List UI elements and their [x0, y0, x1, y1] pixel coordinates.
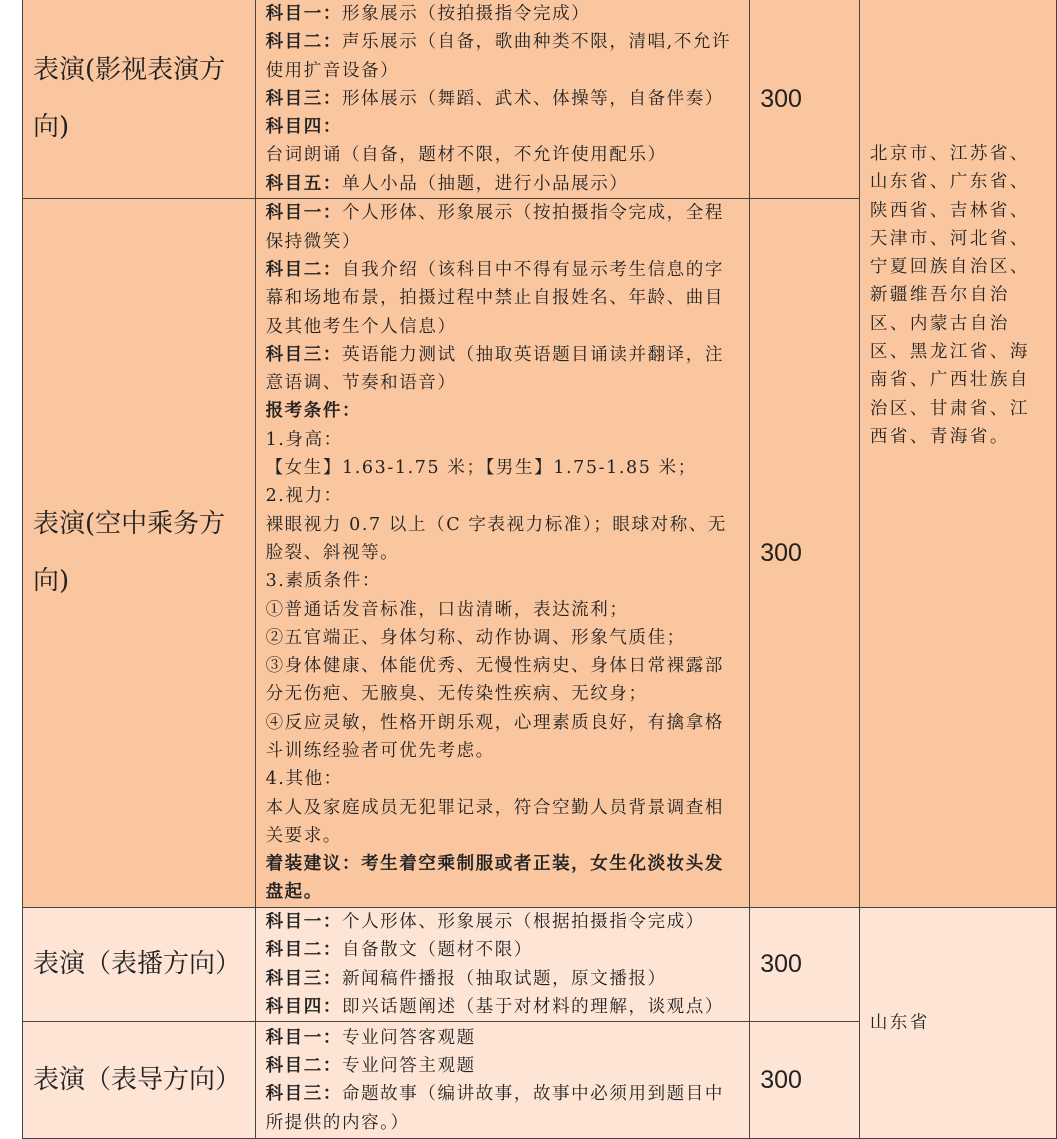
subject-line	[266, 170, 742, 198]
table-row	[23, 908, 1057, 1022]
subject-line	[266, 993, 742, 1021]
subject-text: 即兴话题阐述（基于对材料的理解，谈观点）	[341, 996, 724, 1017]
subject-line	[266, 1052, 742, 1080]
subject-text: 斗训练经验者可优先考虑。	[265, 741, 495, 761]
subject-line	[266, 28, 742, 56]
subject-label: 科目一：	[265, 1027, 342, 1048]
subject-text: 意语调、节奏和语音）	[265, 373, 457, 394]
subject-text: 1.身高：	[265, 429, 343, 450]
subject-text: 关要求。	[265, 825, 342, 846]
subject-text: 分无伤疤、无腋臭、无传染性疾病、无纹身；	[265, 684, 648, 705]
subject-label: 科目四：	[265, 996, 342, 1017]
subject-line	[266, 822, 742, 850]
subject-text: 英语能力测试（抽取英语题目诵读并翻译，注	[341, 344, 724, 365]
subject-line	[266, 878, 742, 906]
regions-cell: 山东省	[859, 908, 1056, 1139]
subject-line	[266, 113, 742, 170]
subject-label: 科目四：	[265, 117, 342, 138]
subject-text: ③身体健康、体能优秀、无慢性病史、身体日常裸露部	[265, 656, 724, 677]
subject-line	[266, 454, 742, 482]
table-row	[23, 0, 1057, 199]
fee-cell: 300	[750, 199, 860, 908]
subject-text: 专业问答主观题	[341, 1055, 476, 1076]
subject-text: ④反应灵敏，性格开朗乐观，心理素质良好，有擒拿格	[265, 712, 724, 733]
subject-text: 台词朗诵（自备，题材不限，不允许使用配乐）	[265, 145, 667, 166]
fee-cell: 300	[750, 0, 860, 199]
subject-line	[266, 539, 742, 567]
subject-label: 科目五：	[265, 173, 342, 194]
subject-label: 科目三：	[265, 968, 342, 989]
subject-label: 科目三：	[265, 88, 342, 109]
subject-line	[266, 908, 742, 936]
subject-text: 脸裂、斜视等。	[265, 542, 400, 563]
subject-line	[266, 794, 742, 822]
subject-line	[266, 228, 742, 256]
subject-line	[266, 199, 742, 227]
fee-cell: 300	[750, 908, 860, 1022]
subject-line	[266, 397, 742, 425]
subjects-cell	[255, 199, 750, 908]
subject-text: ①普通话发音标准，口齿清晰，表达流利；	[265, 599, 629, 620]
subject-text: 使用扩音设备）	[265, 60, 400, 81]
subject-line	[266, 341, 742, 369]
subject-text: ②五官端正、身体匀称、动作协调、形象气质佳；	[265, 627, 686, 648]
subject-line	[266, 511, 742, 539]
subject-text: 裸眼视力 0.7 以上（C 字表视力标准）；眼球对称、无	[265, 514, 728, 535]
subject-line	[266, 1109, 742, 1137]
subject-line	[266, 737, 742, 765]
subject-label: 科目二：	[265, 940, 342, 961]
subject-line	[266, 652, 742, 680]
subject-label: 科目三：	[265, 344, 342, 365]
subject-text: 幕和场地布景，拍摄过程中禁止自报姓名、年龄、曲目	[265, 288, 724, 309]
subject-line	[266, 0, 742, 28]
subject-text: 专业问答客观题	[341, 1027, 476, 1048]
subject-label: 科目三：	[265, 1084, 342, 1105]
subject-text: 个人形体、形象展示（按拍摄指令完成，全程	[341, 203, 724, 224]
subject-line	[266, 680, 742, 708]
subject-label: 科目二：	[265, 32, 342, 53]
subject-text: 形象展示（按拍摄指令完成）	[341, 4, 591, 24]
subject-text: 及其他考生个人信息）	[265, 316, 457, 337]
subject-line	[266, 709, 742, 737]
subject-label: 科目二：	[265, 259, 342, 280]
subject-text: 自备散文（题材不限）	[341, 940, 533, 961]
direction-cell: 表演(影视表演方向)	[23, 0, 256, 199]
subject-line	[266, 426, 742, 454]
subject-text: 新闻稿件播报（抽取试题，原文播报）	[341, 968, 667, 989]
subject-label: 科目二：	[265, 1055, 342, 1076]
subject-label: 科目一：	[265, 912, 342, 933]
subject-text: 保持微笑）	[265, 231, 362, 252]
exam-table	[22, 0, 1057, 1139]
subject-line	[266, 765, 742, 793]
subject-text: 个人形体、形象展示（根据拍摄指令完成）	[341, 912, 705, 933]
subject-line	[266, 85, 742, 113]
subjects-cell	[255, 1022, 750, 1139]
subject-line	[266, 57, 742, 85]
subject-text: 【女生】1.63-1.75 米；【男生】1.75-1.85 米；	[265, 458, 697, 479]
subject-text: 形体展示（舞蹈、武术、体操等，自备伴奏）	[341, 88, 724, 109]
subject-label: 科目一：	[265, 4, 342, 24]
subject-line	[266, 369, 742, 397]
subject-text: 自我介绍（该科目中不得有显示考生信息的字	[341, 259, 724, 280]
subject-text: 命题故事（编讲故事，故事中必须用到题目中	[341, 1084, 724, 1105]
subject-label: 盘起。	[265, 882, 323, 903]
subject-text: 2.视力：	[265, 486, 343, 507]
subjects-cell	[255, 0, 750, 199]
subjects-cell	[255, 908, 750, 1022]
subject-line	[266, 313, 742, 341]
regions-cell: 北京市、江苏省、山东省、广东省、陕西省、吉林省、天津市、河北省、宁夏回族自治区、新疆维吾尔自治区、内蒙古自治区、黑龙江省、海南省、广西壮族自治区、甘肃省、江西省、青海省。	[859, 0, 1056, 908]
subject-line	[266, 256, 742, 284]
direction-cell: 表演(空中乘务方向)	[23, 199, 256, 908]
subject-text: 单人小品（抽题，进行小品展示）	[341, 173, 629, 194]
subject-label: 科目一：	[265, 203, 342, 224]
subject-line	[266, 624, 742, 652]
subject-text: 所提供的内容。）	[265, 1112, 410, 1133]
direction-cell: 表演（表播方向）	[23, 908, 256, 1022]
subject-line	[266, 936, 742, 964]
subject-line	[266, 567, 742, 595]
subject-line	[266, 850, 742, 878]
subject-line	[266, 1024, 742, 1052]
subject-text: 3.素质条件：	[265, 571, 381, 592]
subject-text: 声乐展示（自备，歌曲种类不限，清唱,不允许	[341, 32, 732, 53]
subject-label: 着装建议：考生着空乘制服或者正装，女生化淡妆头发	[265, 854, 724, 875]
subject-line	[266, 1080, 742, 1108]
subject-text: 本人及家庭成员无犯罪记录，符合空勤人员背景调查相	[265, 797, 724, 818]
subject-line	[266, 596, 742, 624]
fee-cell: 300	[750, 1022, 860, 1139]
subject-line	[266, 965, 742, 993]
subject-label: 报考条件：	[265, 401, 362, 422]
subject-line	[266, 482, 742, 510]
direction-cell: 表演（表导方向）	[23, 1022, 256, 1139]
subject-text: 4.其他：	[265, 769, 343, 790]
subject-line	[266, 284, 742, 312]
